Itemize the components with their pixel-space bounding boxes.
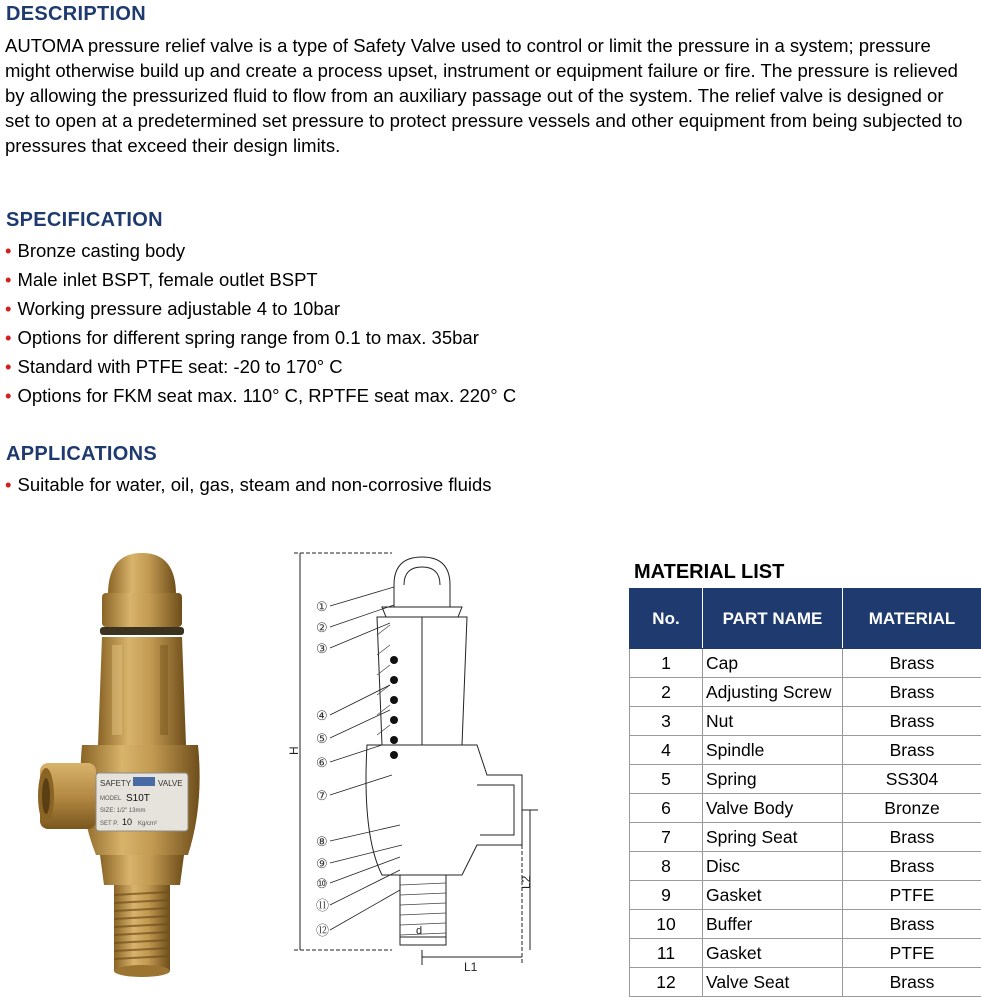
spec-item-text: Working pressure adjustable 4 to 10bar (17, 298, 340, 319)
cell-part-name: Buffer (703, 910, 843, 939)
plate-text: VALVE (158, 779, 183, 788)
cell-material: PTFE (843, 939, 981, 968)
callout-11: ⑪ (316, 898, 329, 913)
callout-4: ④ (316, 708, 328, 723)
dim-d-label: d (416, 925, 422, 937)
callout-10: ⑩ (316, 876, 328, 891)
spec-item-text: Standard with PTFE seat: -20 to 170° C (17, 356, 342, 377)
cell-no: 6 (630, 794, 703, 823)
cell-material: Bronze (843, 794, 981, 823)
table-row (630, 707, 981, 736)
plate-text: Kg/cm² (138, 821, 157, 827)
bullet: • (5, 356, 11, 377)
cell-part-name: Cap (703, 649, 843, 678)
dim-l1-label: L1 (464, 960, 478, 974)
bullet: • (5, 269, 11, 290)
column-header-material: MATERIAL (843, 589, 981, 649)
cell-no: 10 (630, 910, 703, 939)
table-row (630, 968, 981, 997)
cell-no: 1 (630, 649, 703, 678)
callout-5: ⑤ (316, 731, 328, 746)
cell-material: Brass (843, 649, 981, 678)
list-item (5, 381, 516, 410)
cell-no: 5 (630, 765, 703, 794)
cell-part-name: Adjusting Screw (703, 678, 843, 707)
table-row (630, 649, 981, 678)
list-item (5, 265, 516, 294)
table-row (630, 881, 981, 910)
dim-h-label: H (287, 746, 301, 755)
cell-part-name: Disc (703, 852, 843, 881)
spec-item-text: Options for different spring range from 0.1 to max. 35bar (17, 327, 478, 348)
description-heading: DESCRIPTION (6, 3, 146, 26)
cell-no: 11 (630, 939, 703, 968)
cell-part-name: Valve Seat (703, 968, 843, 997)
table-row (630, 794, 981, 823)
cell-no: 12 (630, 968, 703, 997)
cell-part-name: Gasket (703, 881, 843, 910)
plate-text: SET P. (100, 821, 118, 827)
cell-no: 9 (630, 881, 703, 910)
callout-1: ① (316, 599, 328, 614)
table-row (630, 765, 981, 794)
valve-product-photo (30, 545, 220, 985)
table-row (630, 736, 981, 765)
column-header-part-name: PART NAME (703, 589, 843, 649)
bullet: • (5, 385, 11, 406)
list-item (5, 323, 516, 352)
cell-no: 7 (630, 823, 703, 852)
material-table (629, 588, 981, 997)
cell-material: Brass (843, 707, 981, 736)
cell-material: PTFE (843, 881, 981, 910)
cell-part-name: Spring Seat (703, 823, 843, 852)
table-row (630, 939, 981, 968)
cell-material: Brass (843, 852, 981, 881)
plate-model: S10T (126, 793, 150, 804)
bullet: • (5, 298, 11, 319)
spec-item-text: Bronze casting body (17, 240, 185, 261)
table-row (630, 678, 981, 707)
cell-material: Brass (843, 678, 981, 707)
cell-material: SS304 (843, 765, 981, 794)
cell-part-name: Valve Body (703, 794, 843, 823)
plate-text: SIZE: 1/2" 13mm (100, 808, 145, 814)
list-item (5, 352, 516, 381)
list-item (5, 470, 492, 499)
callout-9: ⑨ (316, 856, 328, 871)
callout-2: ② (316, 620, 328, 635)
callout-7: ⑦ (316, 788, 328, 803)
callout-3: ③ (316, 641, 328, 656)
specification-heading: SPECIFICATION (6, 209, 163, 232)
table-row (630, 852, 981, 881)
column-header-no: No. (630, 589, 703, 649)
cell-no: 3 (630, 707, 703, 736)
cell-material: Brass (843, 736, 981, 765)
spec-item-text: Male inlet BSPT, female outlet BSPT (17, 269, 317, 290)
bullet: • (5, 474, 11, 495)
table-row (630, 910, 981, 939)
cell-part-name: Nut (703, 707, 843, 736)
applications-list (5, 470, 492, 499)
material-list-heading: MATERIAL LIST (634, 561, 784, 584)
bullet: • (5, 240, 11, 261)
bullet: • (5, 327, 11, 348)
applications-heading: APPLICATIONS (6, 443, 157, 466)
list-item (5, 236, 516, 265)
plate-text: SAFETY (100, 779, 132, 788)
valve-cross-section-drawing (282, 545, 582, 975)
cell-material: Brass (843, 823, 981, 852)
dim-l2-label: L2 (519, 875, 533, 889)
plate-set-value: 10 (122, 817, 132, 827)
cell-part-name: Spindle (703, 736, 843, 765)
callout-6: ⑥ (316, 755, 328, 770)
application-item-text: Suitable for water, oil, gas, steam and non-corrosive fluids (17, 474, 491, 495)
callout-12: ⑫ (316, 923, 329, 938)
cell-no: 2 (630, 678, 703, 707)
specification-list (5, 236, 516, 410)
description-text: AUTOMA pressure relief valve is a type of Safety Valve used to control or limit the pressure in a system; pressure might otherwise build up and create a process upset, instrument or equipment failure or fire. The pressure is relieved by allowing the pressurized fluid to flow from an auxiliary passage out of the system. The relief valve is designed or set to open at a predetermined set pressure to protect pressure vessels and other equipment from being subjected to pressures that exceed their design limits. (5, 33, 970, 158)
cell-material: Brass (843, 968, 981, 997)
cell-no: 4 (630, 736, 703, 765)
table-header-row (630, 589, 981, 649)
callout-8: ⑧ (316, 834, 328, 849)
cell-part-name: Spring (703, 765, 843, 794)
list-item (5, 294, 516, 323)
table-row (630, 823, 981, 852)
cell-material: Brass (843, 910, 981, 939)
cell-part-name: Gasket (703, 939, 843, 968)
plate-text: MODEL (100, 796, 122, 802)
cell-no: 8 (630, 852, 703, 881)
spec-item-text: Options for FKM seat max. 110° C, RPTFE seat max. 220° C (17, 385, 516, 406)
